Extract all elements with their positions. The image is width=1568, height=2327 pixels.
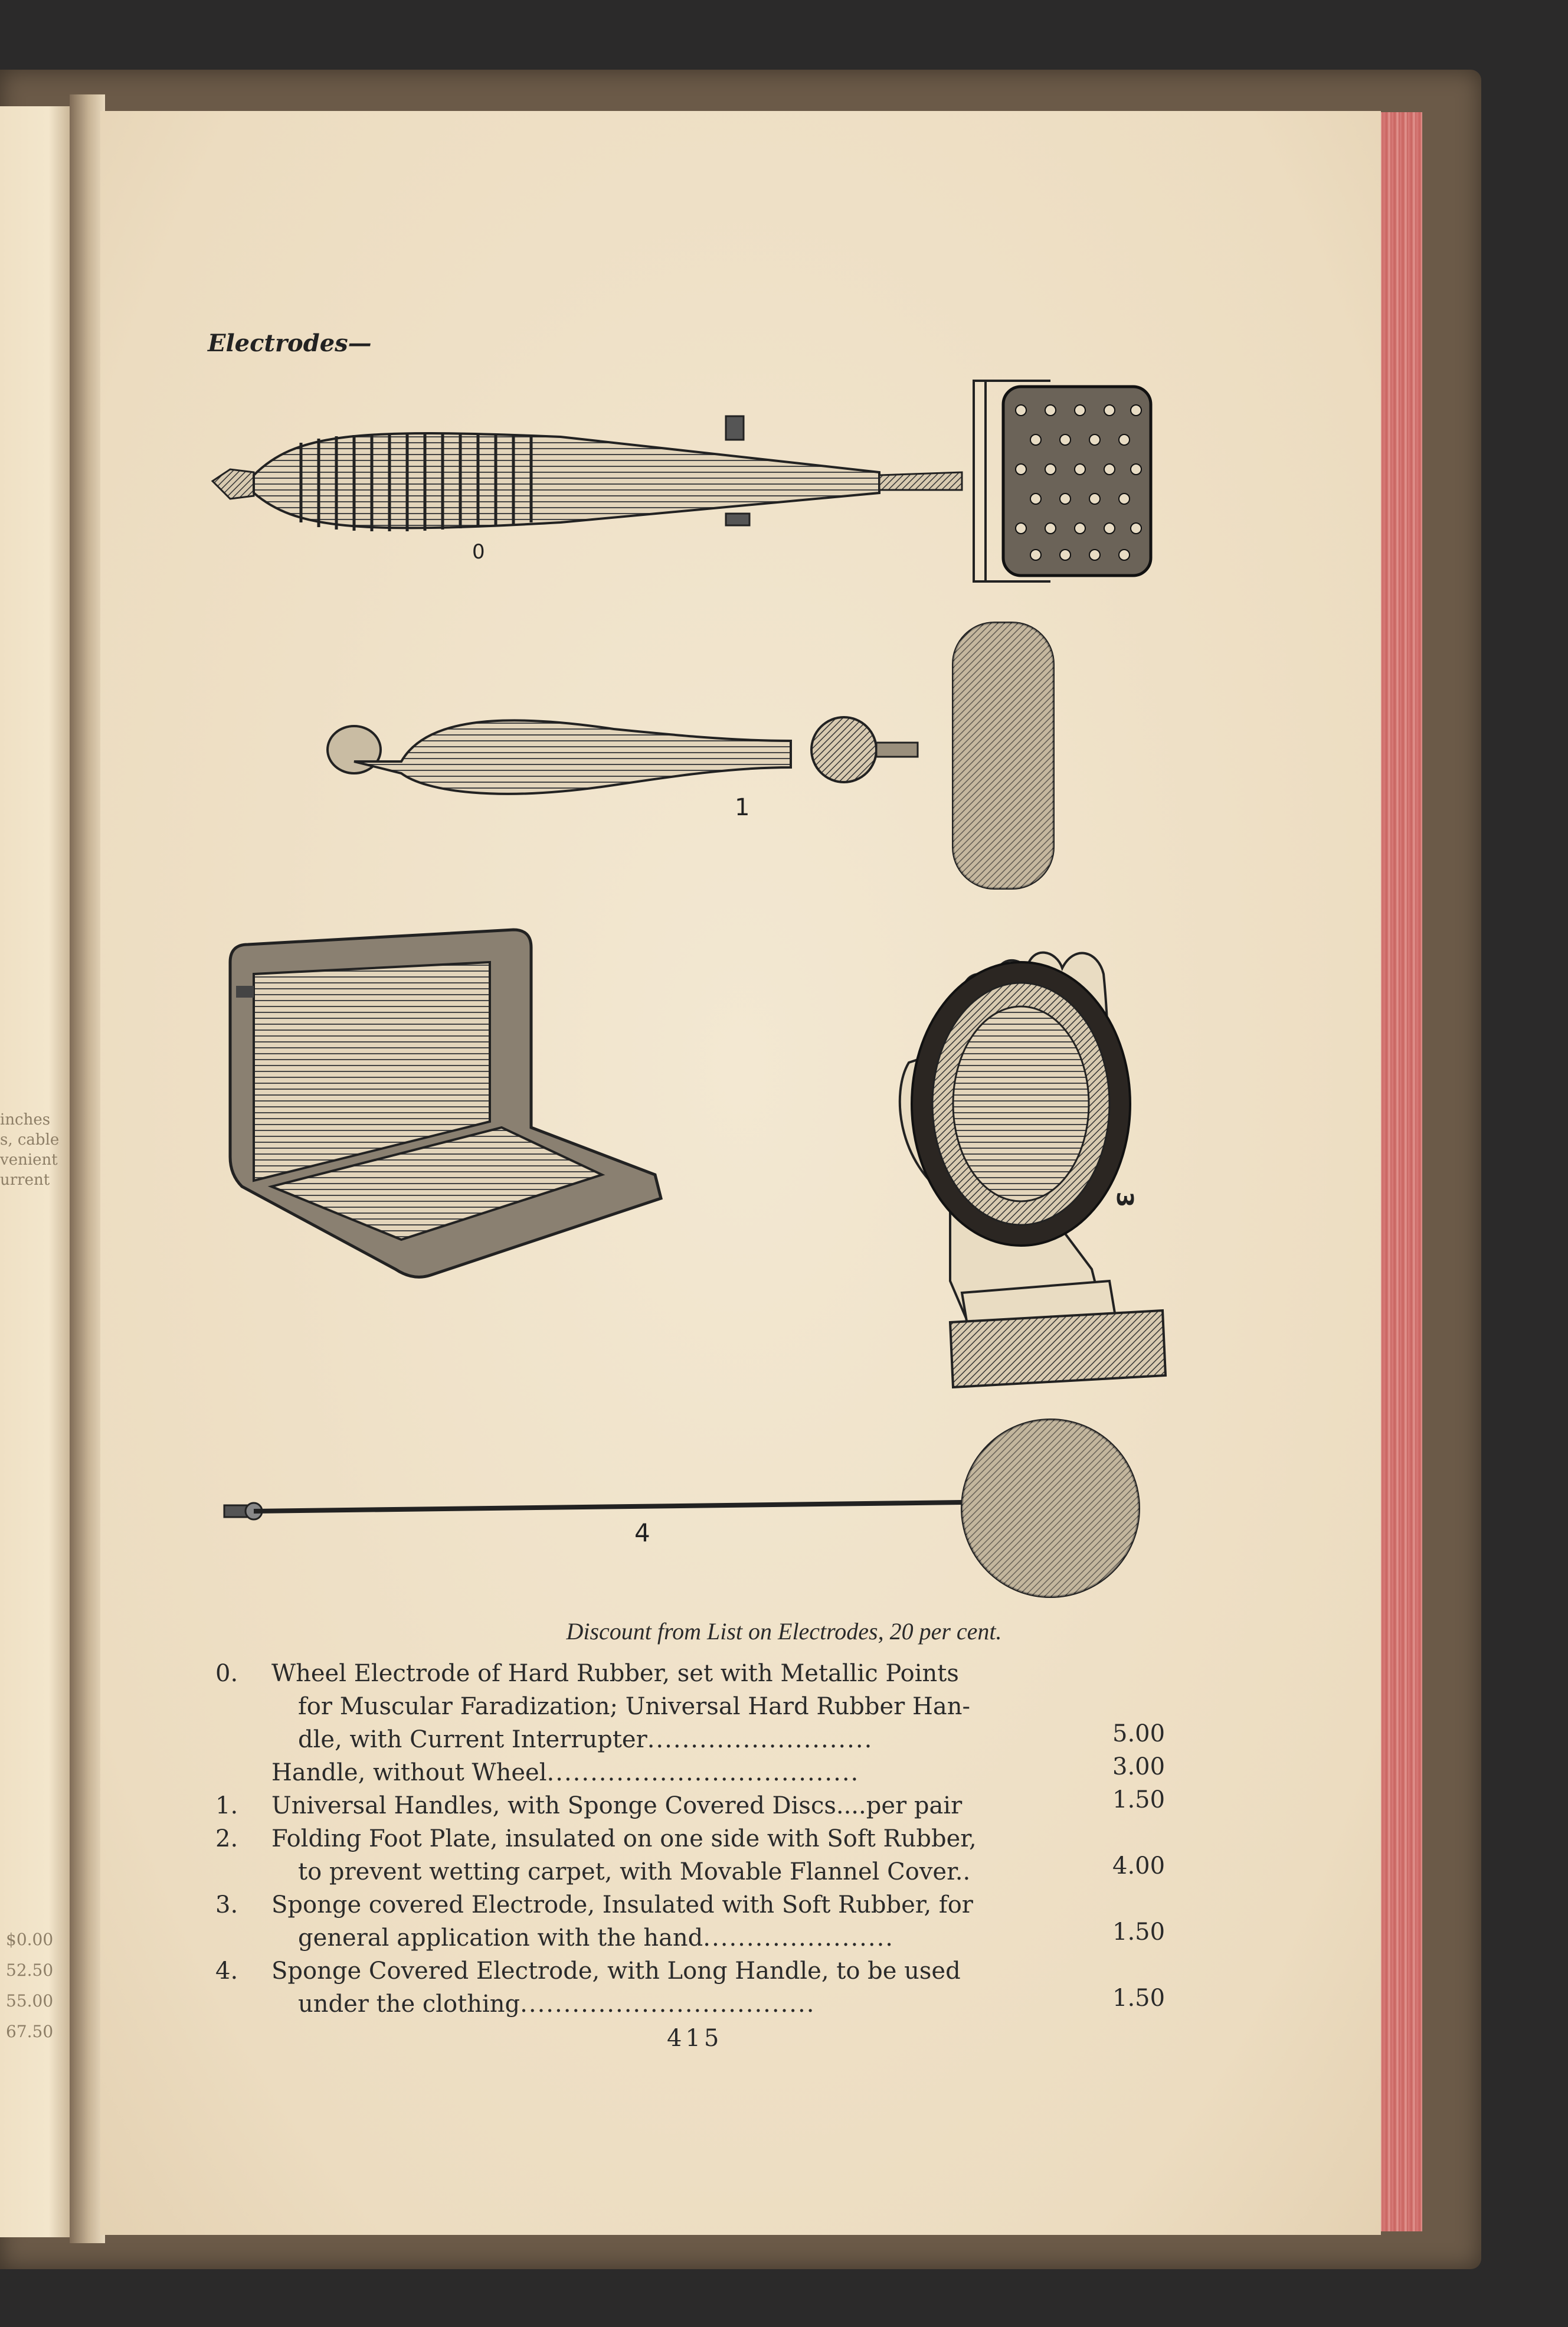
item-number: 0.	[215, 1660, 238, 1687]
item-line: Sponge covered Electrode, Insulated with Soft Rubber, for	[271, 1891, 973, 1919]
item-line-text: general application with the hand	[298, 1924, 703, 1952]
figure-label-1: 1	[735, 794, 750, 821]
item-line: Folding Foot Plate, insulated on one side with Soft Rubber,	[271, 1825, 977, 1852]
item-line	[298, 1991, 815, 2018]
left-fragment: venient	[0, 1151, 58, 1169]
item-price: 1.50	[1112, 1985, 1166, 2012]
item-line: for Muscular Faradization; Universal Hard Rubber Han-	[298, 1693, 971, 1720]
item-line	[271, 1759, 859, 1786]
discount-note: Discount from List on Electrodes, 20 per cent.	[566, 1618, 1002, 1645]
item-line: Wheel Electrode of Hard Rubber, set with Metallic Points	[271, 1660, 959, 1687]
item-price: 1.50	[1112, 1919, 1166, 1946]
page-number: 415	[667, 2025, 723, 2052]
section-heading: Electrodes—	[208, 329, 372, 357]
item-price: 1.50	[1112, 1786, 1166, 1813]
item-line-text: under the clothing	[298, 1991, 521, 2018]
sponge-disc-handle-illustration	[319, 614, 1056, 891]
item-line: to prevent wetting carpet, with Movable Flannel Cover..	[298, 1858, 971, 1885]
hand-sponge-electrode-illustration	[879, 915, 1168, 1387]
book-gutter	[70, 94, 105, 2243]
item-number: 3.	[215, 1891, 238, 1919]
item-price: 5.00	[1112, 1720, 1166, 1747]
item-price: 4.00	[1112, 1852, 1166, 1880]
leader-dots: ..........................	[647, 1726, 873, 1753]
left-page-edge	[0, 106, 70, 2237]
red-page-edges	[1375, 112, 1422, 2231]
left-price: 67.50	[6, 2022, 54, 2041]
figure-label-4: 4	[634, 1518, 650, 1547]
item-line	[298, 1924, 894, 1952]
leader-dots: ......................	[703, 1924, 895, 1952]
left-page-price-fragments	[6, 1924, 54, 2047]
item-line	[298, 1726, 873, 1753]
item-line-text: Handle, without Wheel	[271, 1759, 547, 1786]
item-price: 3.00	[1112, 1753, 1166, 1780]
figure-label-0: 0	[472, 540, 485, 564]
left-price: $0.00	[6, 1930, 54, 1949]
wheel-electrode-illustration	[207, 363, 1163, 593]
item-line: Sponge Covered Electrode, with Long Handle, to be used	[271, 1957, 961, 1985]
left-fragment: urrent	[0, 1171, 50, 1189]
left-fragment: inches	[0, 1111, 51, 1129]
left-fragment: s, cable	[0, 1131, 60, 1149]
left-price: 52.50	[6, 1960, 54, 1980]
leader-dots: ....................................	[546, 1759, 860, 1786]
left-page-text-fragments	[0, 1110, 60, 1190]
folding-foot-plate-illustration	[218, 927, 667, 1281]
item-number: 4.	[215, 1957, 238, 1985]
long-handle-sponge-electrode-illustration	[218, 1414, 1151, 1603]
item-line: Universal Handles, with Sponge Covered Discs....per pair	[271, 1792, 963, 1819]
left-price: 55.00	[6, 1991, 54, 2011]
item-number: 2.	[215, 1825, 238, 1852]
item-number: 1.	[215, 1792, 238, 1819]
leader-dots: ..................................	[520, 1991, 816, 2018]
figure-label-3: 3	[1112, 1191, 1138, 1208]
item-line-text: dle, with Current Interrupter	[298, 1726, 647, 1753]
